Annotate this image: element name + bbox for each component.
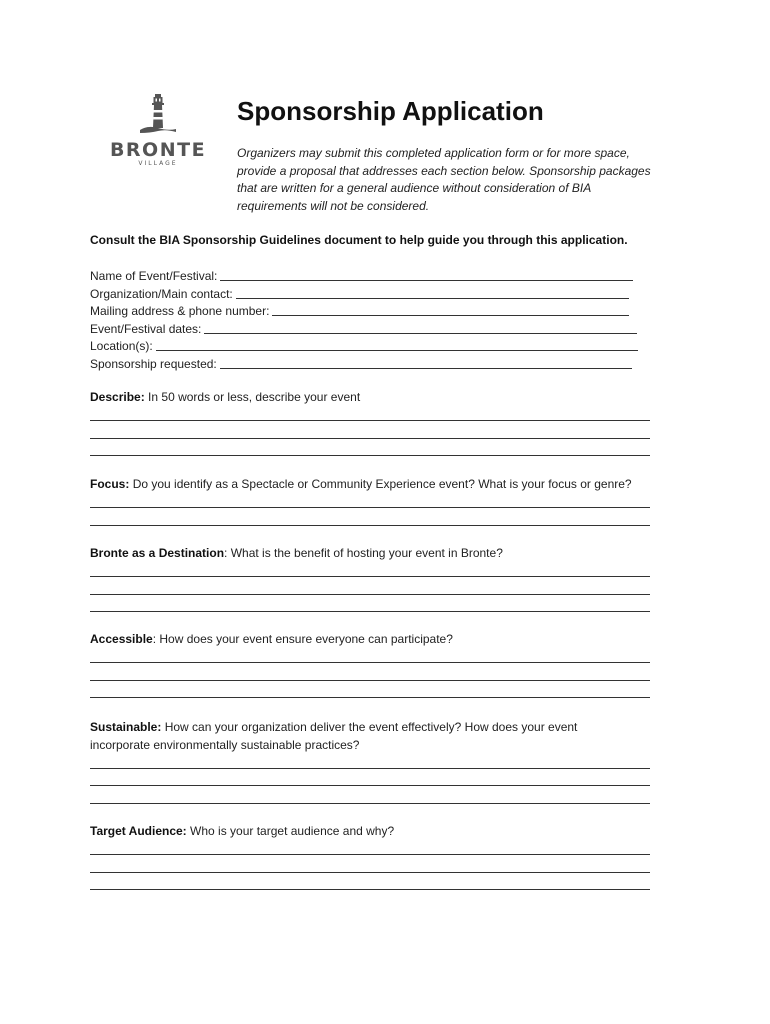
field-sponsorship-requested[interactable] — [90, 356, 670, 374]
answer-line[interactable] — [90, 563, 650, 581]
answer-line[interactable] — [90, 649, 650, 667]
section-describe — [90, 389, 650, 459]
page-title: Sponsorship Application — [237, 96, 544, 126]
field-blank-line[interactable] — [272, 314, 629, 316]
answer-line[interactable] — [90, 772, 650, 790]
section-question — [90, 389, 650, 407]
field-mailing-address-phone[interactable] — [90, 303, 670, 321]
answer-line[interactable] — [90, 684, 650, 702]
field-label: Mailing address & phone number: — [90, 304, 270, 318]
consult-note: Consult the BIA Sponsorship Guidelines document to help guide you through this application. — [90, 233, 628, 247]
field-blank-line[interactable] — [236, 297, 629, 299]
field-label: Name of Event/Festival: — [90, 269, 218, 283]
event-info-fields — [90, 268, 670, 373]
section-sustainable — [90, 719, 650, 807]
question-text: Do you identify as a Spectacle or Community Experience event? What is your focus or genre? — [132, 477, 632, 491]
field-blank-line[interactable] — [220, 367, 632, 369]
answer-line[interactable] — [90, 876, 650, 894]
field-event-name[interactable] — [90, 268, 670, 286]
section-heading: Sustainable: — [90, 720, 162, 734]
section-heading: Describe: — [90, 390, 145, 404]
answer-line[interactable] — [90, 424, 650, 442]
answer-line[interactable] — [90, 511, 650, 529]
section-heading: Focus: — [90, 477, 130, 491]
bronte-village-logo — [104, 92, 212, 172]
question-text: In 50 words or less, describe your event — [148, 390, 361, 404]
field-label: Event/Festival dates: — [90, 321, 202, 336]
answer-line[interactable] — [90, 442, 650, 460]
question-text: Who is your target audience and why? — [190, 824, 395, 838]
section-destination — [90, 545, 650, 615]
section-question — [90, 631, 650, 649]
question-text: How can your organization deliver the event effectively? How does your event — [164, 720, 578, 734]
intro-paragraph — [237, 145, 677, 215]
question-text: : What is the benefit of hosting your event in Bronte? — [224, 546, 503, 560]
answer-line[interactable] — [90, 789, 650, 807]
question-text: : How does your event ensure everyone can participate? — [152, 632, 453, 646]
logo-subtitle: VILLAGE — [138, 160, 178, 167]
field-label: Organization/Main contact: — [90, 286, 233, 301]
section-accessible — [90, 631, 650, 701]
section-focus — [90, 476, 650, 529]
lighthouse-icon — [138, 92, 178, 136]
answer-line[interactable] — [90, 754, 650, 772]
section-question — [90, 719, 650, 737]
answer-line[interactable] — [90, 841, 650, 859]
answer-line[interactable] — [90, 494, 650, 512]
field-locations[interactable] — [90, 338, 670, 356]
section-heading: Target Audience: — [90, 824, 187, 838]
field-label: Location(s): — [90, 339, 153, 353]
answer-line[interactable] — [90, 580, 650, 598]
logo-wordmark: BRONTE — [109, 139, 207, 161]
section-question — [90, 476, 650, 494]
section-question — [90, 823, 650, 841]
section-question — [90, 545, 650, 563]
answer-line[interactable] — [90, 407, 650, 425]
intro-line: provide a proposal that addresses each section below. Sponsorship packages — [237, 163, 651, 178]
section-heading: Accessible — [90, 632, 153, 646]
intro-line: Organizers may submit this completed application form or for more space, — [237, 146, 630, 160]
answer-line[interactable] — [90, 666, 650, 684]
field-organization-contact[interactable] — [90, 286, 670, 304]
answer-line[interactable] — [90, 858, 650, 876]
field-blank-line[interactable] — [156, 349, 638, 351]
section-question-continued: incorporate environmentally sustainable practices? — [90, 737, 360, 752]
field-blank-line[interactable] — [204, 332, 637, 334]
answer-line[interactable] — [90, 598, 650, 616]
field-blank-line[interactable] — [220, 279, 633, 281]
intro-line: that are written for a general audience without consideration of BIA — [237, 181, 592, 195]
field-event-dates[interactable] — [90, 321, 670, 339]
section-target-audience — [90, 823, 650, 893]
section-heading: Bronte as a Destination — [90, 546, 225, 560]
field-label: Sponsorship requested: — [90, 356, 217, 371]
intro-line: requirements will not be considered. — [237, 198, 430, 213]
